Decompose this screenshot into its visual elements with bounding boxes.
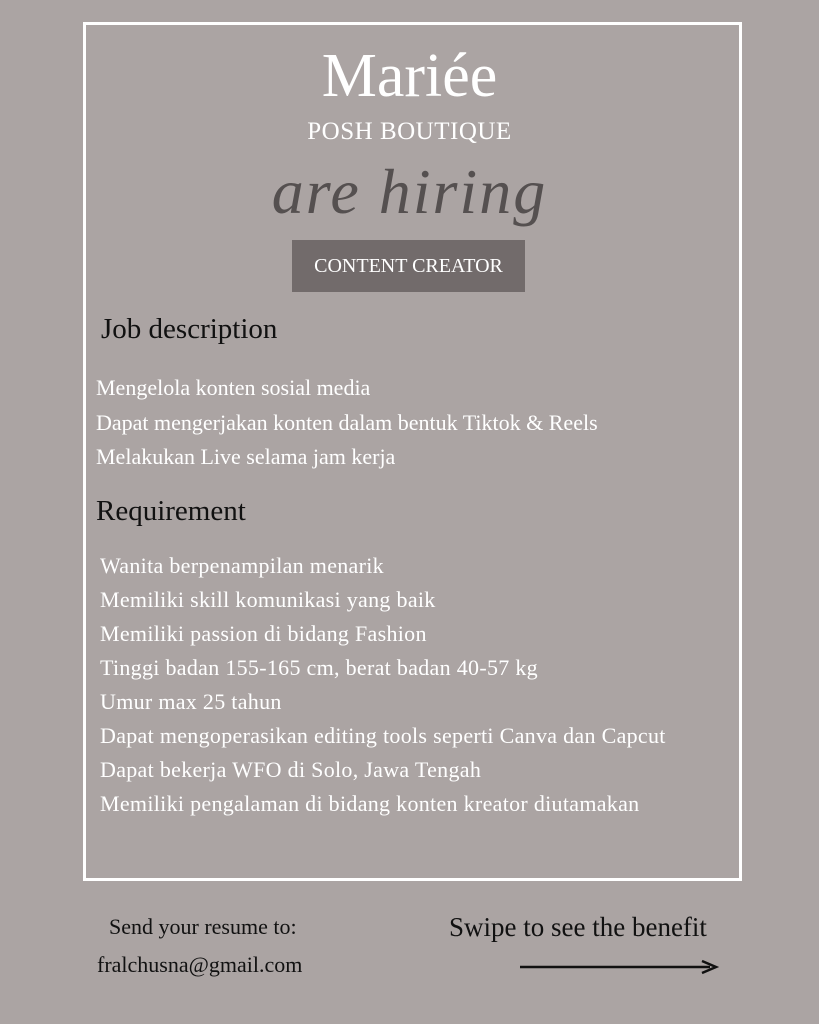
- job-description-list: [96, 371, 598, 475]
- list-item: Tinggi badan 155-165 cm, berat badan 40-57 kg: [100, 655, 538, 680]
- list-item: Wanita berpenampilan menarik: [100, 553, 384, 578]
- list-item: Umur max 25 tahun: [100, 689, 282, 714]
- hiring-headline: are hiring: [271, 156, 548, 227]
- contact-email[interactable]: fralchusna@gmail.com: [97, 952, 303, 977]
- list-item: Mengelola konten sosial media: [96, 375, 371, 400]
- requirement-list: [100, 549, 730, 821]
- list-item: Dapat mengerjakan konten dalam bentuk Tiktok & Reels: [96, 409, 598, 435]
- list-item: Dapat bekerja WFO di Solo, Jawa Tengah: [100, 757, 482, 782]
- list-item: Dapat mengoperasikan editing tools seperti Canva dan Capcut: [100, 723, 666, 748]
- list-item: Memiliki pengalaman di bidang konten kreator diutamakan: [100, 791, 640, 816]
- brand-name: Mariée: [321, 42, 498, 110]
- send-resume-label: Send your resume to:: [109, 914, 297, 939]
- swipe-label: Swipe to see the benefit: [449, 912, 707, 942]
- list-item: Memiliki skill komunikasi yang baik: [100, 587, 436, 612]
- job-description-title: Job description: [101, 313, 278, 345]
- brand-subtitle: POSH BOUTIQUE: [307, 118, 512, 145]
- requirement-title: Requirement: [96, 495, 246, 527]
- position-badge: CONTENT CREATOR: [292, 240, 525, 292]
- arrow-right-icon: [520, 958, 720, 976]
- list-item: Memiliki passion di bidang Fashion: [100, 621, 427, 646]
- list-item: Melakukan Live selama jam kerja: [96, 444, 396, 469]
